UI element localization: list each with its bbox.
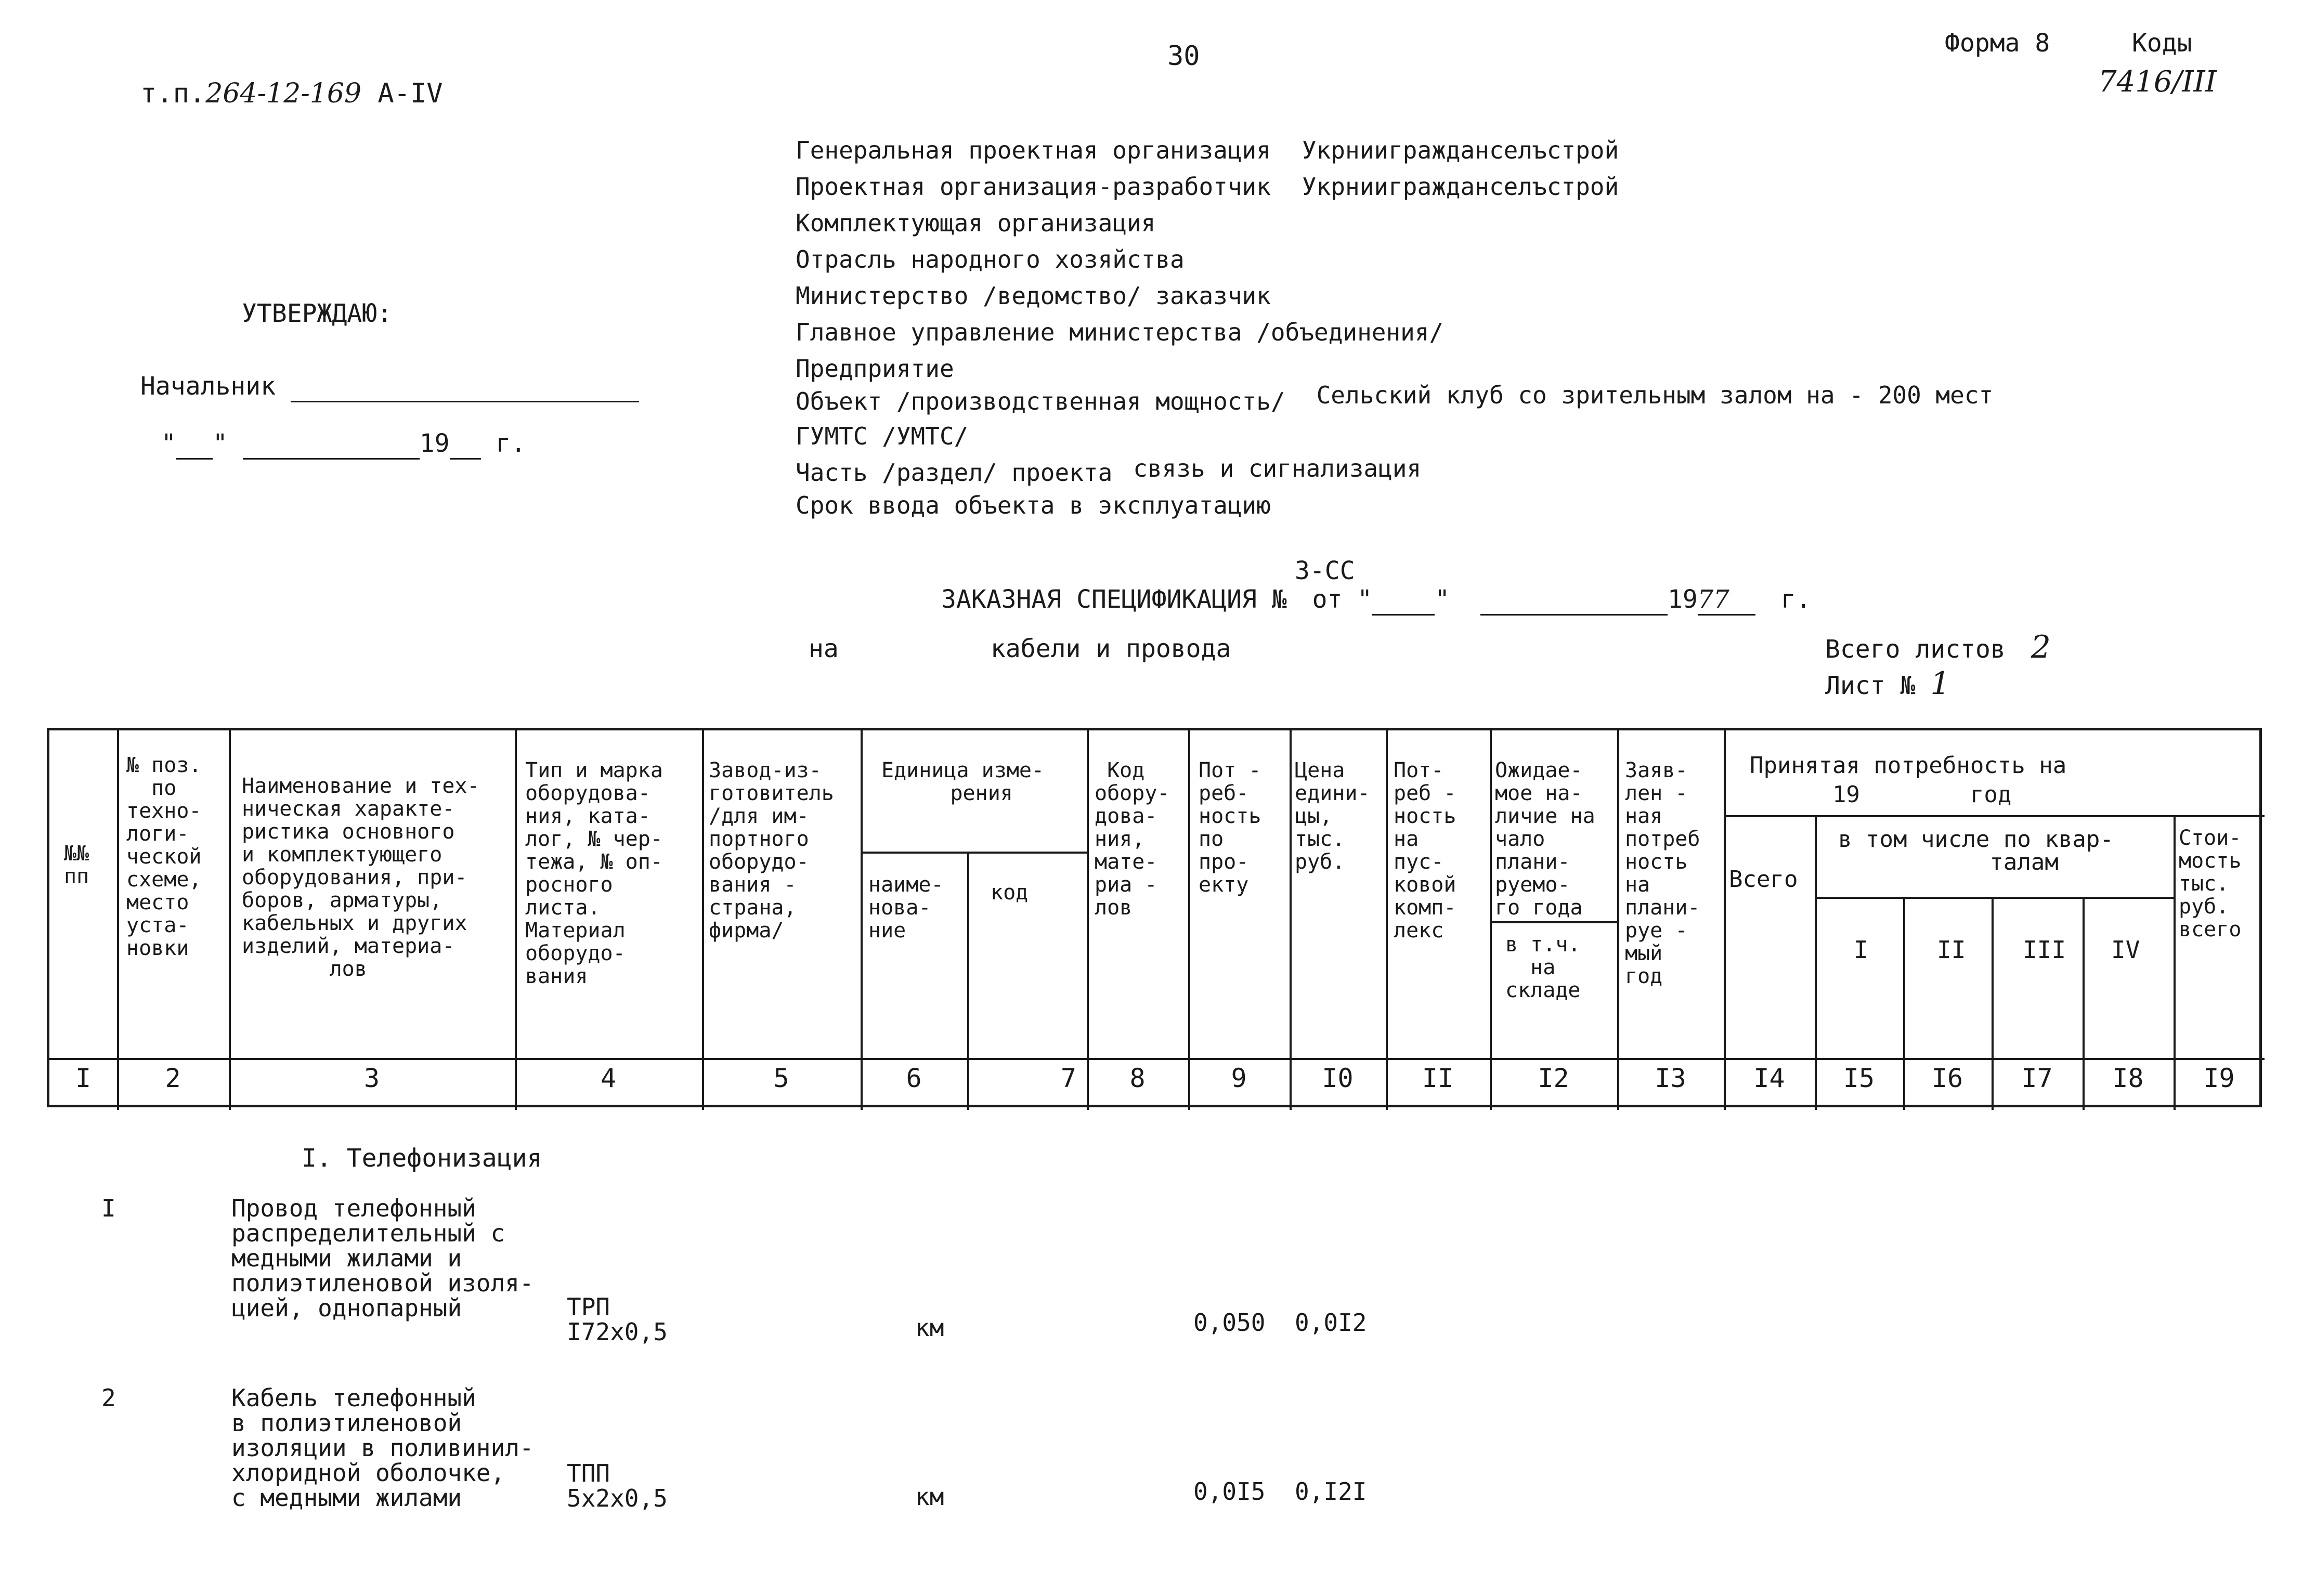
sheet-number-value: 1	[1930, 665, 1950, 702]
page-number: 30	[1167, 41, 1200, 72]
spec-month-blank[interactable]	[1480, 585, 1668, 616]
col-number: I5	[1843, 1063, 1875, 1093]
col-number: 3	[363, 1063, 380, 1093]
info-industry: Отрасль народного хозяйства	[796, 245, 1185, 273]
col-header-row-number: №№ пп	[64, 842, 89, 888]
col-number: 8	[1129, 1063, 1146, 1093]
col-number: I7	[2021, 1063, 2053, 1093]
item-quantity: 0,050	[1193, 1309, 1266, 1337]
info-main-department: Главное управление министерства /объединения/	[796, 318, 1444, 346]
doc-code-prefix: т.п.	[140, 78, 206, 109]
col-number: 9	[1231, 1063, 1247, 1093]
info-commissioning-date: Срок ввода объекта в эксплуатацию	[796, 491, 1271, 519]
info-ministry: Министерство /ведомство/ заказчик	[796, 282, 1271, 310]
col-header-accepted-group: Принятая потребность на 19 год	[1750, 752, 2067, 808]
col-number: I6	[1931, 1063, 1963, 1093]
col-number: I3	[1655, 1063, 1686, 1093]
col-number: 4	[600, 1063, 617, 1093]
col-header-quarters-group: в том числе по квар- талам	[1838, 826, 2114, 875]
col-header-unit-name: наиме- нова- ние	[868, 873, 944, 943]
info-object: Объект /производственная мощность/ Сельский клуб со зрительным залом на - 200 мест	[796, 381, 1994, 415]
col-header-startup-need: Пот- реб - ность на пус- ковой комп- лекс	[1394, 758, 1456, 943]
item-price: 0,I2I	[1295, 1477, 1367, 1506]
chief-line	[140, 372, 639, 402]
section-title: I. Телефонизация	[302, 1144, 542, 1173]
col-header-unit-price: Цена едини- цы, тыс. руб.	[1295, 758, 1370, 874]
spec-number: 3-СС	[1295, 556, 1355, 585]
approval-date-line: " " 19 г.	[161, 429, 526, 460]
rule-accepted-split	[1724, 815, 2265, 817]
col-number: 2	[165, 1063, 181, 1093]
col-number: 6	[906, 1063, 922, 1093]
rule-quarters-split	[1815, 897, 2174, 899]
col-number: I8	[2112, 1063, 2144, 1093]
total-sheets-value: 2	[2031, 629, 2051, 665]
col-header-total: Всего	[1729, 866, 1798, 893]
col-header-position: № поз. по техно- логи- ческой схеме, место уста- новки	[126, 753, 202, 960]
approval-day-blank[interactable]	[176, 429, 213, 460]
col-number: II	[1422, 1063, 1454, 1093]
col-header-declared-need: Заяв- лен - ная потреб ность на плани- руе - мый год	[1625, 758, 1700, 988]
col-header-in-warehouse: в т.ч. на складе	[1505, 933, 1581, 1002]
approval-month-blank[interactable]	[243, 429, 420, 460]
info-project-part: Часть /раздел/ проекта связь и сигнализация	[796, 454, 1422, 487]
col-header-material-code: Код обору- дова- ния, мате- риа - лов	[1095, 758, 1170, 920]
col-number: I4	[1753, 1063, 1785, 1093]
col-header-unit-code: код	[991, 881, 1029, 905]
item-name: Провод телефонный распределительный с медными жилами и полиэтиленовой изоля- цией, однопарный	[231, 1194, 534, 1322]
col-header-name: Наименование и тех- ническая характе- ристика основного и комплектующего оборудования, при- боров, арматуры, кабельных и других изделий, материа- лов	[242, 774, 480, 981]
spec-year: 77	[1698, 585, 1729, 616]
total-sheets: Всего листов 2	[1825, 629, 2051, 665]
form-label: Форма 8	[1945, 29, 2050, 58]
col-header-cost: Стои- мость тыс. руб. всего	[2179, 826, 2242, 941]
info-design-org: Проектная организация-разработчик Укрниигражданселъстрой	[796, 173, 1619, 201]
col-number: I0	[1322, 1063, 1354, 1093]
rule-c12-split	[1490, 921, 1617, 923]
info-general-org: Генеральная проектная организация Укрниигражданселъстрой	[796, 136, 1619, 164]
rule-header-bottom	[49, 1058, 2265, 1060]
col-header-q2: II	[1937, 936, 1966, 964]
col-header-q4: IV	[2111, 936, 2140, 964]
codes-value: 7416/III	[2098, 65, 2217, 99]
item-number: 2	[101, 1384, 116, 1412]
col-number: 7	[1060, 1063, 1076, 1093]
info-supply-org: Комплектующая организация	[796, 209, 1156, 237]
item-type: ТПП 5х2х0,5	[567, 1459, 668, 1512]
spec-title: ЗАКАЗНАЯ СПЕЦИФИКАЦИЯ №	[941, 585, 1287, 614]
col-number: I2	[1538, 1063, 1569, 1093]
rule-units-split	[861, 852, 1087, 854]
doc-suffix: А-IV	[378, 78, 443, 109]
doc-code	[140, 78, 443, 109]
spec-on-label: на	[809, 634, 839, 663]
approval-year-blank[interactable]	[450, 429, 481, 460]
col-header-q3: III	[2023, 936, 2066, 964]
col-header-q1: I	[1854, 936, 1868, 964]
col-header-type: Тип и марка оборудова- ния, ката- лог, № чер- тежа, № оп- росного листа. Материал оборудо- вания	[525, 758, 663, 988]
item-name: Кабель телефонный в полиэтиленовой изоляции в поливинил- хлоридной оболочке, с медными жилами	[231, 1384, 534, 1512]
spec-title-line: ЗАКАЗНАЯ СПЕЦИФИКАЦИЯ № от " " 1977 г.	[941, 585, 1811, 616]
col-header-project-need: Пот - реб- ность по про- екту	[1199, 758, 1261, 897]
item-type: ТРП I72х0,5	[567, 1293, 668, 1346]
col-header-manufacturer: Завод-из- готовитель /для им- портного оборудо- вания - страна, фирма/	[709, 758, 834, 943]
spec-day-blank[interactable]	[1372, 585, 1435, 616]
chief-label: Начальник	[140, 372, 276, 401]
doc-number: 264-12-169	[205, 78, 362, 109]
col-number: 5	[773, 1063, 789, 1093]
info-gumts: ГУМТС /УМТС/	[796, 422, 969, 450]
spec-from-label: от	[1312, 585, 1343, 614]
item-price: 0,0I2	[1295, 1309, 1367, 1337]
col-header-unit-group: Единица изме- рения	[881, 758, 1045, 805]
sheet-number: Лист № 1	[1825, 665, 1950, 702]
col-header-expected-stock: Ожидае- мое на- личие на чало плани- руемо- го года	[1495, 758, 1595, 920]
info-enterprise: Предприятие	[796, 355, 954, 383]
item-number: I	[101, 1194, 116, 1222]
item-quantity: 0,0I5	[1193, 1477, 1266, 1506]
item-unit: км	[915, 1314, 944, 1342]
spec-subject: кабели и провода	[991, 634, 1231, 663]
chief-signature-blank[interactable]	[291, 372, 639, 402]
col-number: I	[75, 1063, 92, 1093]
item-unit: км	[915, 1483, 944, 1511]
approval-title: УТВЕРЖДАЮ:	[242, 299, 392, 328]
spec-table	[47, 728, 2262, 1107]
codes-label: Коды	[2132, 29, 2192, 58]
col-number: I9	[2203, 1063, 2235, 1093]
